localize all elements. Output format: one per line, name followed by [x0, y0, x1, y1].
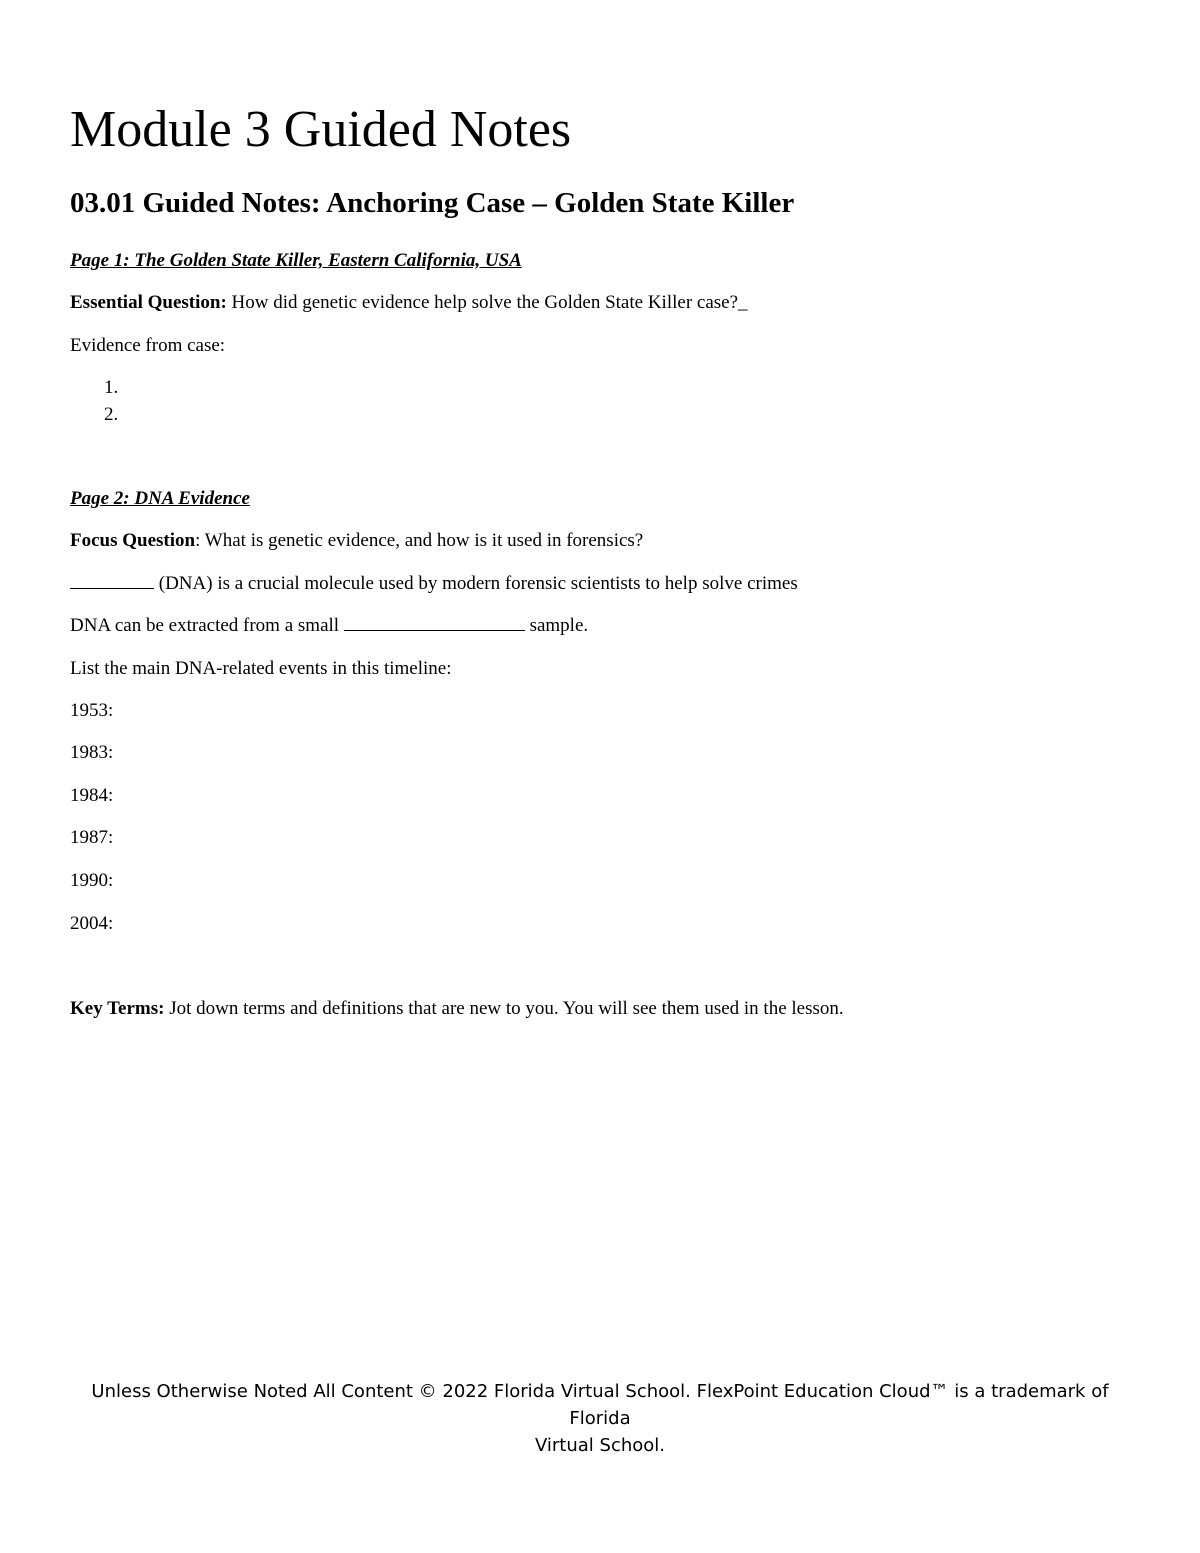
- dna-definition-line: [70, 572, 798, 596]
- essential-question-label: Essential Question:: [70, 292, 227, 313]
- timeline-prompt: List the main DNA-related events in this timeline:: [70, 658, 452, 679]
- footer-line-1: Unless Otherwise Noted All Content © 2022 Florida Virtual School. FlexPoint Education Cloud™ is a trademark of Florida: [91, 1381, 1109, 1429]
- dna-name-blank[interactable]: [70, 572, 154, 589]
- dna-definition-text: (DNA) is a crucial molecule used by modern forensic scientists to help solve crimes: [154, 573, 798, 594]
- dna-extraction-line: [70, 614, 588, 638]
- timeline-year-1984: 1984:: [70, 785, 114, 806]
- document-title: Module 3 Guided Notes: [70, 101, 572, 158]
- timeline-year-1983: 1983:: [70, 742, 114, 763]
- section-subtitle: 03.01 Guided Notes: Anchoring Case – Golden State Killer: [70, 187, 795, 219]
- timeline-year-1990: 1990:: [70, 870, 114, 891]
- dna-extraction-after: sample.: [524, 615, 589, 636]
- essential-question-text: How did genetic evidence help solve the Golden State Killer case?_: [226, 292, 748, 313]
- evidence-label: Evidence from case:: [70, 335, 226, 356]
- essential-question: [70, 291, 748, 315]
- timeline-year-1953: 1953:: [70, 700, 114, 721]
- focus-question: [70, 529, 643, 553]
- timeline-year-1987: 1987:: [70, 827, 114, 848]
- sample-type-blank[interactable]: [344, 614, 525, 631]
- timeline-year-2004: 2004:: [70, 913, 114, 934]
- focus-question-label: Focus Question: [70, 530, 196, 551]
- focus-question-text: : What is genetic evidence, and how is it used in forensics?: [195, 530, 644, 551]
- footer-line-2: Virtual School.: [534, 1435, 666, 1456]
- evidence-item-2-number: 2.: [104, 404, 119, 425]
- evidence-item-1-number: 1.: [104, 377, 119, 398]
- key-terms-label: Key Terms:: [70, 998, 165, 1019]
- key-terms-text: Jot down terms and definitions that are new to you. You will see them used in the lesson.: [164, 998, 844, 1019]
- page2-heading: Page 2: DNA Evidence: [70, 488, 250, 509]
- dna-extraction-before: DNA can be extracted from a small: [70, 615, 344, 636]
- copyright-footer: [60, 1378, 1140, 1459]
- page1-heading: Page 1: The Golden State Killer, Eastern California, USA: [70, 250, 522, 271]
- key-terms: [70, 997, 844, 1021]
